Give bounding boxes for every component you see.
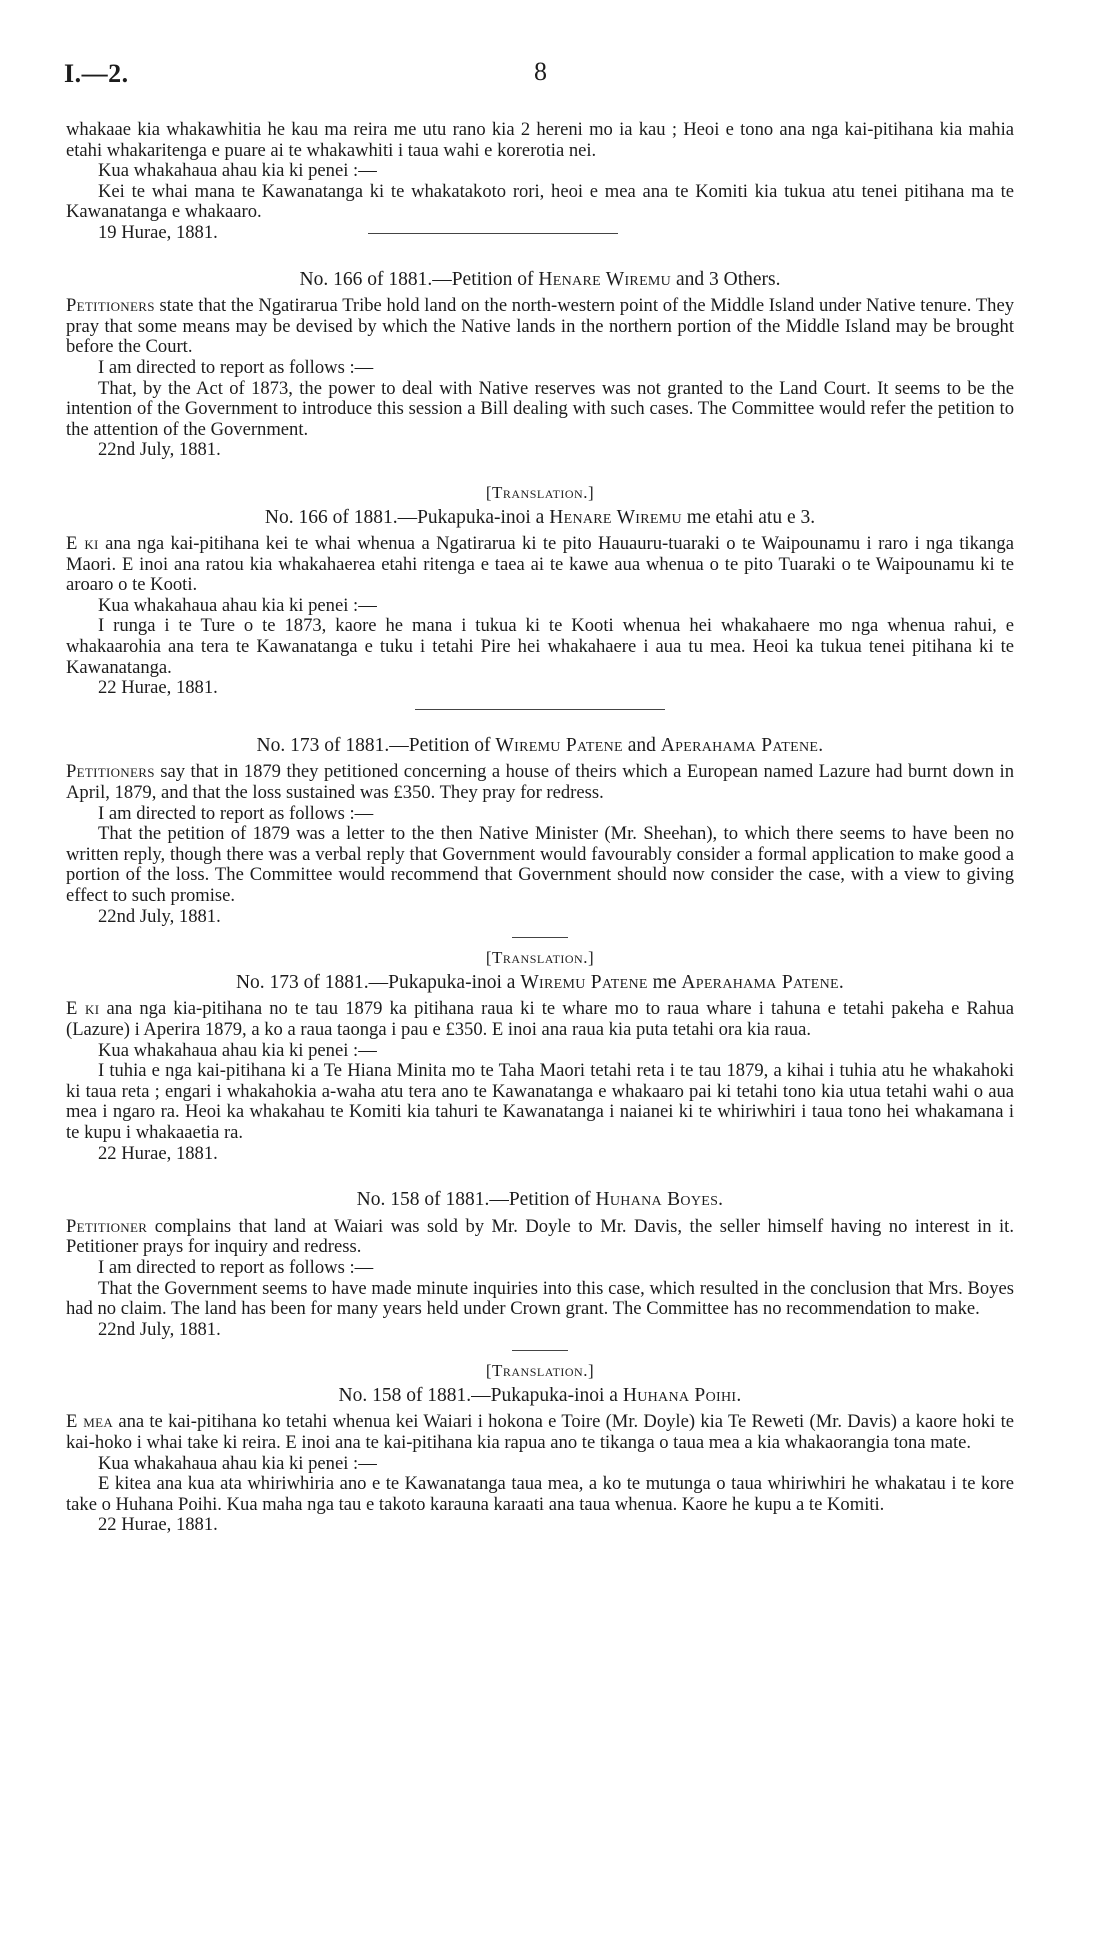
report-paragraph: That the petition of 1879 was a letter to the then Native Minister (Mr. Sheehan), to which there seems to have been no written reply, though there was a verbal reply that Government would favourably consider a formal application to make good a portion of the loss. The Committee would recommend that Government should now consider the case, with a view to giving effect to such promise. (66, 823, 1014, 906)
section-divider (512, 937, 568, 938)
translation-summary (66, 1412, 1014, 1453)
summary-text: ana nga kia-pitihana no te tau 1879 ka pitihana raua ki te whare mo to raua whare i tahuna e tetahi pakeha e Rahua (Lazure) i Aperira 1879, a ko a raua taonga i pau e £350. E inoi ana raua kia puta tetahi ora kia raua. (66, 998, 1014, 1040)
lead-word: Petitioner (66, 1215, 148, 1237)
report-date: 22nd July, 1881. (98, 439, 221, 461)
petition-section (66, 270, 1014, 710)
page-body (66, 120, 1014, 1536)
summary-text: ana te kai-pitihana ko tetahi whenua kei Waiari i hokona e Toire (Mr. Doyle) kia Te Reweti (Mr. Davis) a kaore hoki te kai-hoko i whai take ki reira. E inoi ana te kai-pitihana kia rapua ano te tikanga o taua mea a kia whakaorangia tona mate. (66, 1411, 1014, 1454)
directed-line: Kua whakahaua ahau kia ki penei :— (98, 594, 377, 616)
petition-heading (66, 1190, 1014, 1211)
summary-text: state that the Ngatirarua Tribe hold land on the north-western point of the Middle Island under Native tenure. They pray that some means may be devised by which the Native lands in the northern portion of the Middle Island may be brought before the Court. (66, 295, 1014, 358)
petitioner-names: Henare Wiremu (549, 506, 682, 528)
directed-line: Kua whakahaua ahau kia ki penei :— (98, 1039, 377, 1061)
summary-text: complains that land at Waiari was sold by Mr. Doyle to Mr. Davis, the seller himself having no interest in it. Petitioner prays for inquiry and redress. (66, 1215, 1014, 1258)
petition-heading (66, 736, 1014, 757)
section-divider (368, 233, 618, 234)
translation-summary (66, 999, 1014, 1040)
heading-suffix: and 3 Others. (675, 268, 781, 290)
report-paragraph: I tuhia e nga kai-pitihana ki a Te Hiana Minita mo te Taha Maori tetahi reta i te tau 1879, a kihai i tuhia atu he whakahoki ki taua reta ; engari i whakahokia a-waha atu tera ano te Kawanatanga e whakaaro pai ki tetahi tono kia utua tetahi wahi o aua mea i ngaro ra. Heoi ka whakahau te Komiti kia tahuri te Kawanatanga i naianei ki te whiriwhiri i taua tono hei whakamana i te kupu i whakaaetia ra. (66, 1060, 1014, 1143)
heading-mid: me (652, 971, 677, 993)
summary-text: say that in 1879 they petitioned concerning a house of theirs which a European named Lazure had burnt down in April, 1879, and that the loss sustained was £350. They pray for redress. (66, 761, 1014, 804)
report-paragraph: That, by the Act of 1873, the power to deal with Native reserves was not granted to the Land Court. It seems to be the intention of the Government to introduce this session a Bill dealing with such cases. The Committee would refer the petition to the attention of the Government. (66, 377, 1014, 440)
summary-text: ana nga kai-pitihana kei te whai whenua a Ngatirarua ki te pito Hauauru-tuaraki o te Waipounamu i raro i nga tikanga Maori. E inoi ana ratou kia whakahaerea etahi ritenga e taea ai te kawe aua whenua o te pito Tuaraki o te Waipounamu ki te aroaro o te Kooti. (66, 533, 1014, 596)
report-paragraph: E kitea ana kua ata whiriwhiria ano e te Kawanatanga taua mea, a ko te mutunga o taua whiriwhiri he whakatau i te kore take o Huhana Poihi. Kua maha nga tau e takoto karauna karaati ana taua whenua. Kaore he kupu a te Komiti. (66, 1473, 1014, 1515)
translation-label: [Translation.] (485, 482, 595, 502)
translation-label: [Translation.] (485, 1361, 595, 1381)
petition-section (66, 1190, 1014, 1536)
translation-heading (66, 973, 1014, 994)
petition-section (66, 736, 1014, 1164)
heading-suffix: me etahi atu e 3. (686, 506, 816, 528)
petitioner-names: Wiremu Patene (520, 971, 648, 993)
petitioner-names: Huhana Boyes. (595, 1189, 724, 1211)
translation-summary (66, 534, 1014, 596)
translation-heading (66, 1386, 1014, 1407)
opening-section (66, 120, 1014, 244)
lead-word: Petitioners (66, 761, 155, 783)
summary-paragraph (66, 1217, 1014, 1258)
directed-line: I am directed to report as follows :— (98, 802, 374, 824)
lead-word: Petitioners (66, 295, 155, 317)
report-paragraph: I runga i te Ture o te 1873, kaore he mana i tukua ki te Kooti whenua hei whakahaere mo nga whenua rahui, e whakaarohia ana tera te Kawanatanga e tuku i tetahi Pire hei whakahaere i aua tu mea. Heoi ka tukua tenei pitihana ki te Kawanatanga. (66, 615, 1014, 678)
translation-heading (66, 508, 1014, 529)
heading-prefix: No. 166 of 1881.—Pukapuka-inoi a (264, 506, 545, 528)
section-divider (415, 709, 665, 710)
report-date: 19 Hurae, 1881. (98, 221, 218, 243)
report-paragraph: Kei te whai mana te Kawanatanga ki te whakatakoto rori, heoi e mea ana te Komiti kia tukua atu tenei pitihana ma te Kawanatanga e whakaaro. (66, 180, 1014, 223)
report-date: 22nd July, 1881. (98, 905, 221, 927)
report-paragraph: That the Government seems to have made minute inquiries into this case, which resulted in the conclusion that Mrs. Boyes had no claim. The land has been for many years held under Crown grant. The Committee has no recommendation to make. (66, 1277, 1014, 1320)
directed-line: Kua whakahaua ahau kia ki penei :— (98, 1452, 377, 1474)
heading-prefix: No. 158 of 1881.—Pukapuka-inoi a (338, 1384, 618, 1406)
report-date: 22nd July, 1881. (98, 1318, 221, 1340)
lead-word: E ki (66, 533, 99, 555)
petition-heading (66, 270, 1014, 291)
page-number: 8 (534, 57, 547, 86)
date-row (66, 223, 1014, 244)
directed-line: Kua whakahaua ahau kia ki penei :— (98, 160, 377, 182)
continuation-paragraph: whakaae kia whakawhitia he kau ma reira me utu rano kia 2 hereni mo ia kau ; Heoi e tono ana nga kai-pitihana kia mahia etahi whakaritenga e puare ai te whakawhiti i taua wahi e korerotia nei. (66, 119, 1014, 161)
heading-prefix: No. 166 of 1881.—Petition of (299, 268, 534, 290)
summary-paragraph (66, 296, 1014, 358)
summary-paragraph (66, 762, 1014, 803)
heading-prefix: No. 173 of 1881.—Pukapuka-inoi a (235, 971, 516, 993)
section-divider (512, 1350, 568, 1351)
directed-line: I am directed to report as follows :— (98, 356, 374, 378)
lead-word: E mea (66, 1411, 114, 1433)
lead-word: E ki (66, 998, 100, 1020)
heading-prefix: No. 173 of 1881.—Petition of (256, 734, 491, 756)
petitioner-names: Aperahama Patene. (681, 971, 845, 993)
petitioner-names: Henare Wiremu (538, 268, 672, 290)
heading-mid: and (627, 734, 656, 756)
petitioner-names: Huhana Poihi. (622, 1384, 742, 1406)
directed-line: I am directed to report as follows :— (98, 1256, 374, 1278)
translation-label: [Translation.] (485, 948, 595, 968)
report-date: 22 Hurae, 1881. (98, 677, 218, 699)
report-date: 22 Hurae, 1881. (98, 1142, 218, 1164)
paper-reference: I.—2. (64, 59, 129, 88)
heading-prefix: No. 158 of 1881.—Petition of (356, 1189, 591, 1211)
report-date: 22 Hurae, 1881. (98, 1514, 218, 1536)
petitioner-names: Wiremu Patene (495, 734, 623, 756)
petitioner-names: Aperahama Patene. (660, 734, 824, 756)
